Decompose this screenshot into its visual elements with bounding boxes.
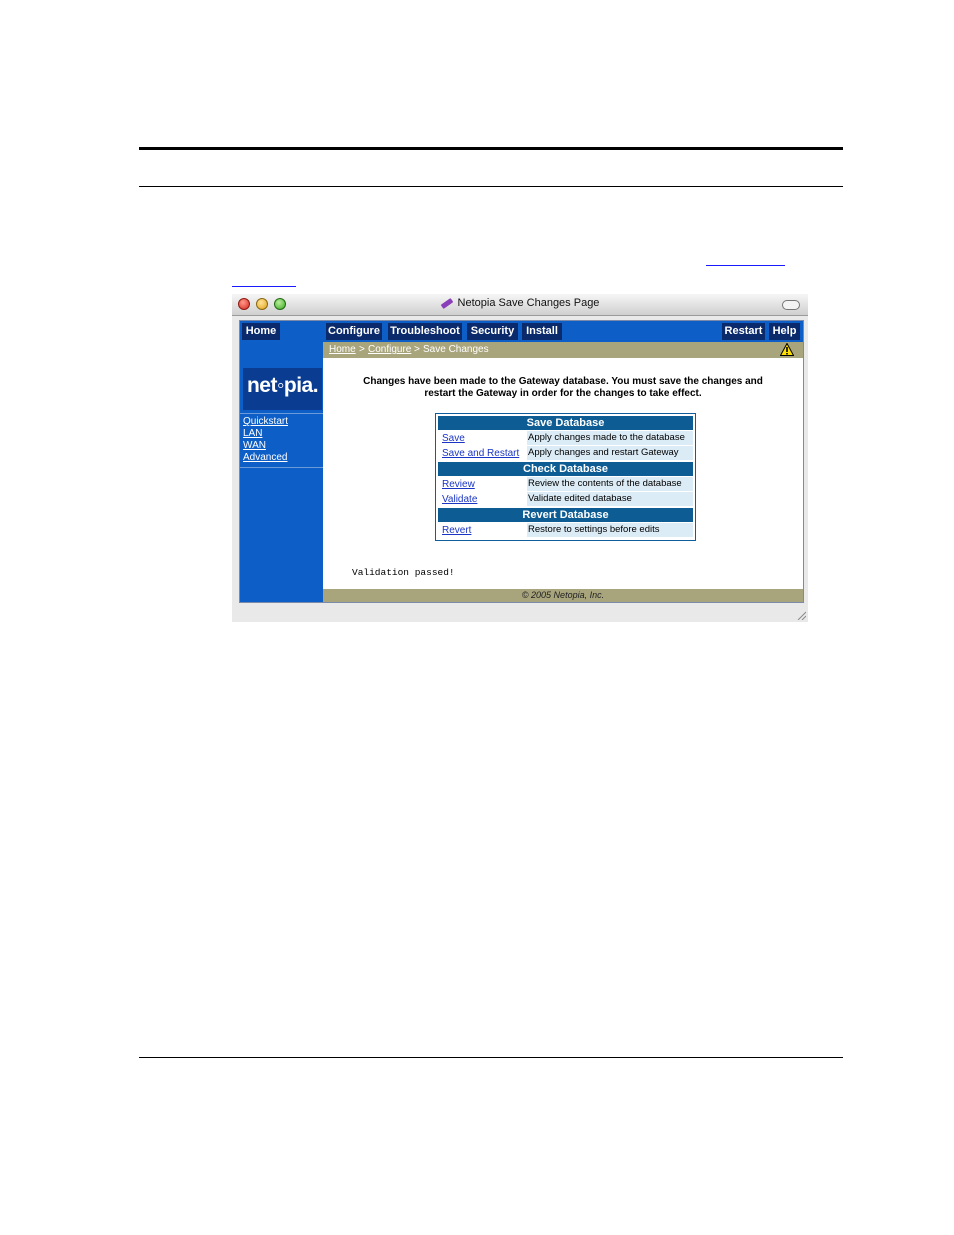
breadcrumb-configure-link[interactable]: Configure (368, 344, 412, 355)
logo-text: net◦pia. (246, 374, 319, 397)
sidebar-item-advanced[interactable]: Advanced (243, 452, 288, 463)
nav-help-button[interactable]: Help (769, 323, 800, 340)
table-row (438, 492, 693, 506)
check-database-header: Check Database (438, 462, 693, 476)
revert-link[interactable]: Revert (442, 525, 472, 536)
save-and-restart-description: Apply changes and restart Gateway (527, 446, 693, 460)
nav-install-button[interactable]: Install (522, 323, 562, 340)
sidebar-divider-top (240, 413, 323, 414)
changes-message (323, 376, 803, 400)
sidebar-divider-bottom (240, 467, 323, 468)
review-description: Review the contents of the database (527, 477, 693, 491)
changes-message-line1: Changes have been made to the Gateway database. You must save the changes and (363, 376, 763, 387)
validate-description: Validate edited database (527, 492, 693, 506)
save-link[interactable]: Save (442, 433, 465, 444)
resize-grip-icon[interactable] (796, 610, 806, 620)
sidebar (240, 342, 323, 602)
nav-restart-button[interactable]: Restart (722, 323, 765, 340)
save-and-restart-link[interactable]: Save and Restart (442, 448, 520, 459)
toolbar-toggle-button[interactable] (782, 300, 800, 310)
web-page (239, 320, 804, 603)
validation-status: Validation passed! (352, 567, 455, 578)
netopia-logo (243, 368, 322, 410)
validate-link[interactable]: Validate (442, 494, 478, 505)
save-description: Apply changes made to the database (527, 431, 693, 445)
breadcrumb-current: Save Changes (423, 344, 489, 355)
breadcrumb-home-link[interactable]: Home (329, 344, 356, 355)
revert-description: Restore to settings before edits (527, 523, 693, 537)
window-titlebar[interactable] (232, 294, 808, 316)
top-thin-rule (139, 186, 843, 187)
window-title-text: Netopia Save Changes Page (457, 297, 600, 309)
nav-configure-button[interactable]: Configure (326, 323, 382, 340)
sidebar-item-quickstart[interactable]: Quickstart (243, 416, 289, 427)
table-row (438, 431, 693, 445)
top-thick-rule (139, 147, 843, 150)
sidebar-item-wan[interactable]: WAN (243, 440, 266, 451)
copyright-footer: © 2005 Netopia, Inc. (323, 589, 803, 602)
warning-icon[interactable] (780, 343, 794, 356)
save-database-header: Save Database (438, 416, 693, 430)
breadcrumb-separator-2: > (414, 344, 420, 355)
doc-link-underline-1[interactable] (706, 265, 785, 266)
table-row (438, 446, 693, 460)
window-title (232, 297, 808, 309)
top-nav-bar (240, 321, 803, 342)
browser-window (232, 294, 808, 622)
bottom-thin-rule (139, 1057, 843, 1058)
breadcrumb-separator: > (359, 344, 365, 355)
breadcrumb (323, 342, 803, 358)
changes-message-line2: restart the Gateway in order for the changes to take effect. (424, 388, 702, 399)
review-link[interactable]: Review (442, 479, 475, 490)
revert-database-header: Revert Database (438, 508, 693, 522)
nav-troubleshoot-button[interactable]: Troubleshoot (388, 323, 462, 340)
database-actions-table (435, 413, 696, 541)
doc-link-underline-2[interactable] (232, 286, 296, 287)
table-row (438, 477, 693, 491)
page-icon (440, 298, 453, 309)
nav-security-button[interactable]: Security (467, 323, 518, 340)
nav-home-button[interactable]: Home (242, 323, 280, 340)
sidebar-item-lan[interactable]: LAN (243, 428, 263, 439)
table-row (438, 523, 693, 537)
